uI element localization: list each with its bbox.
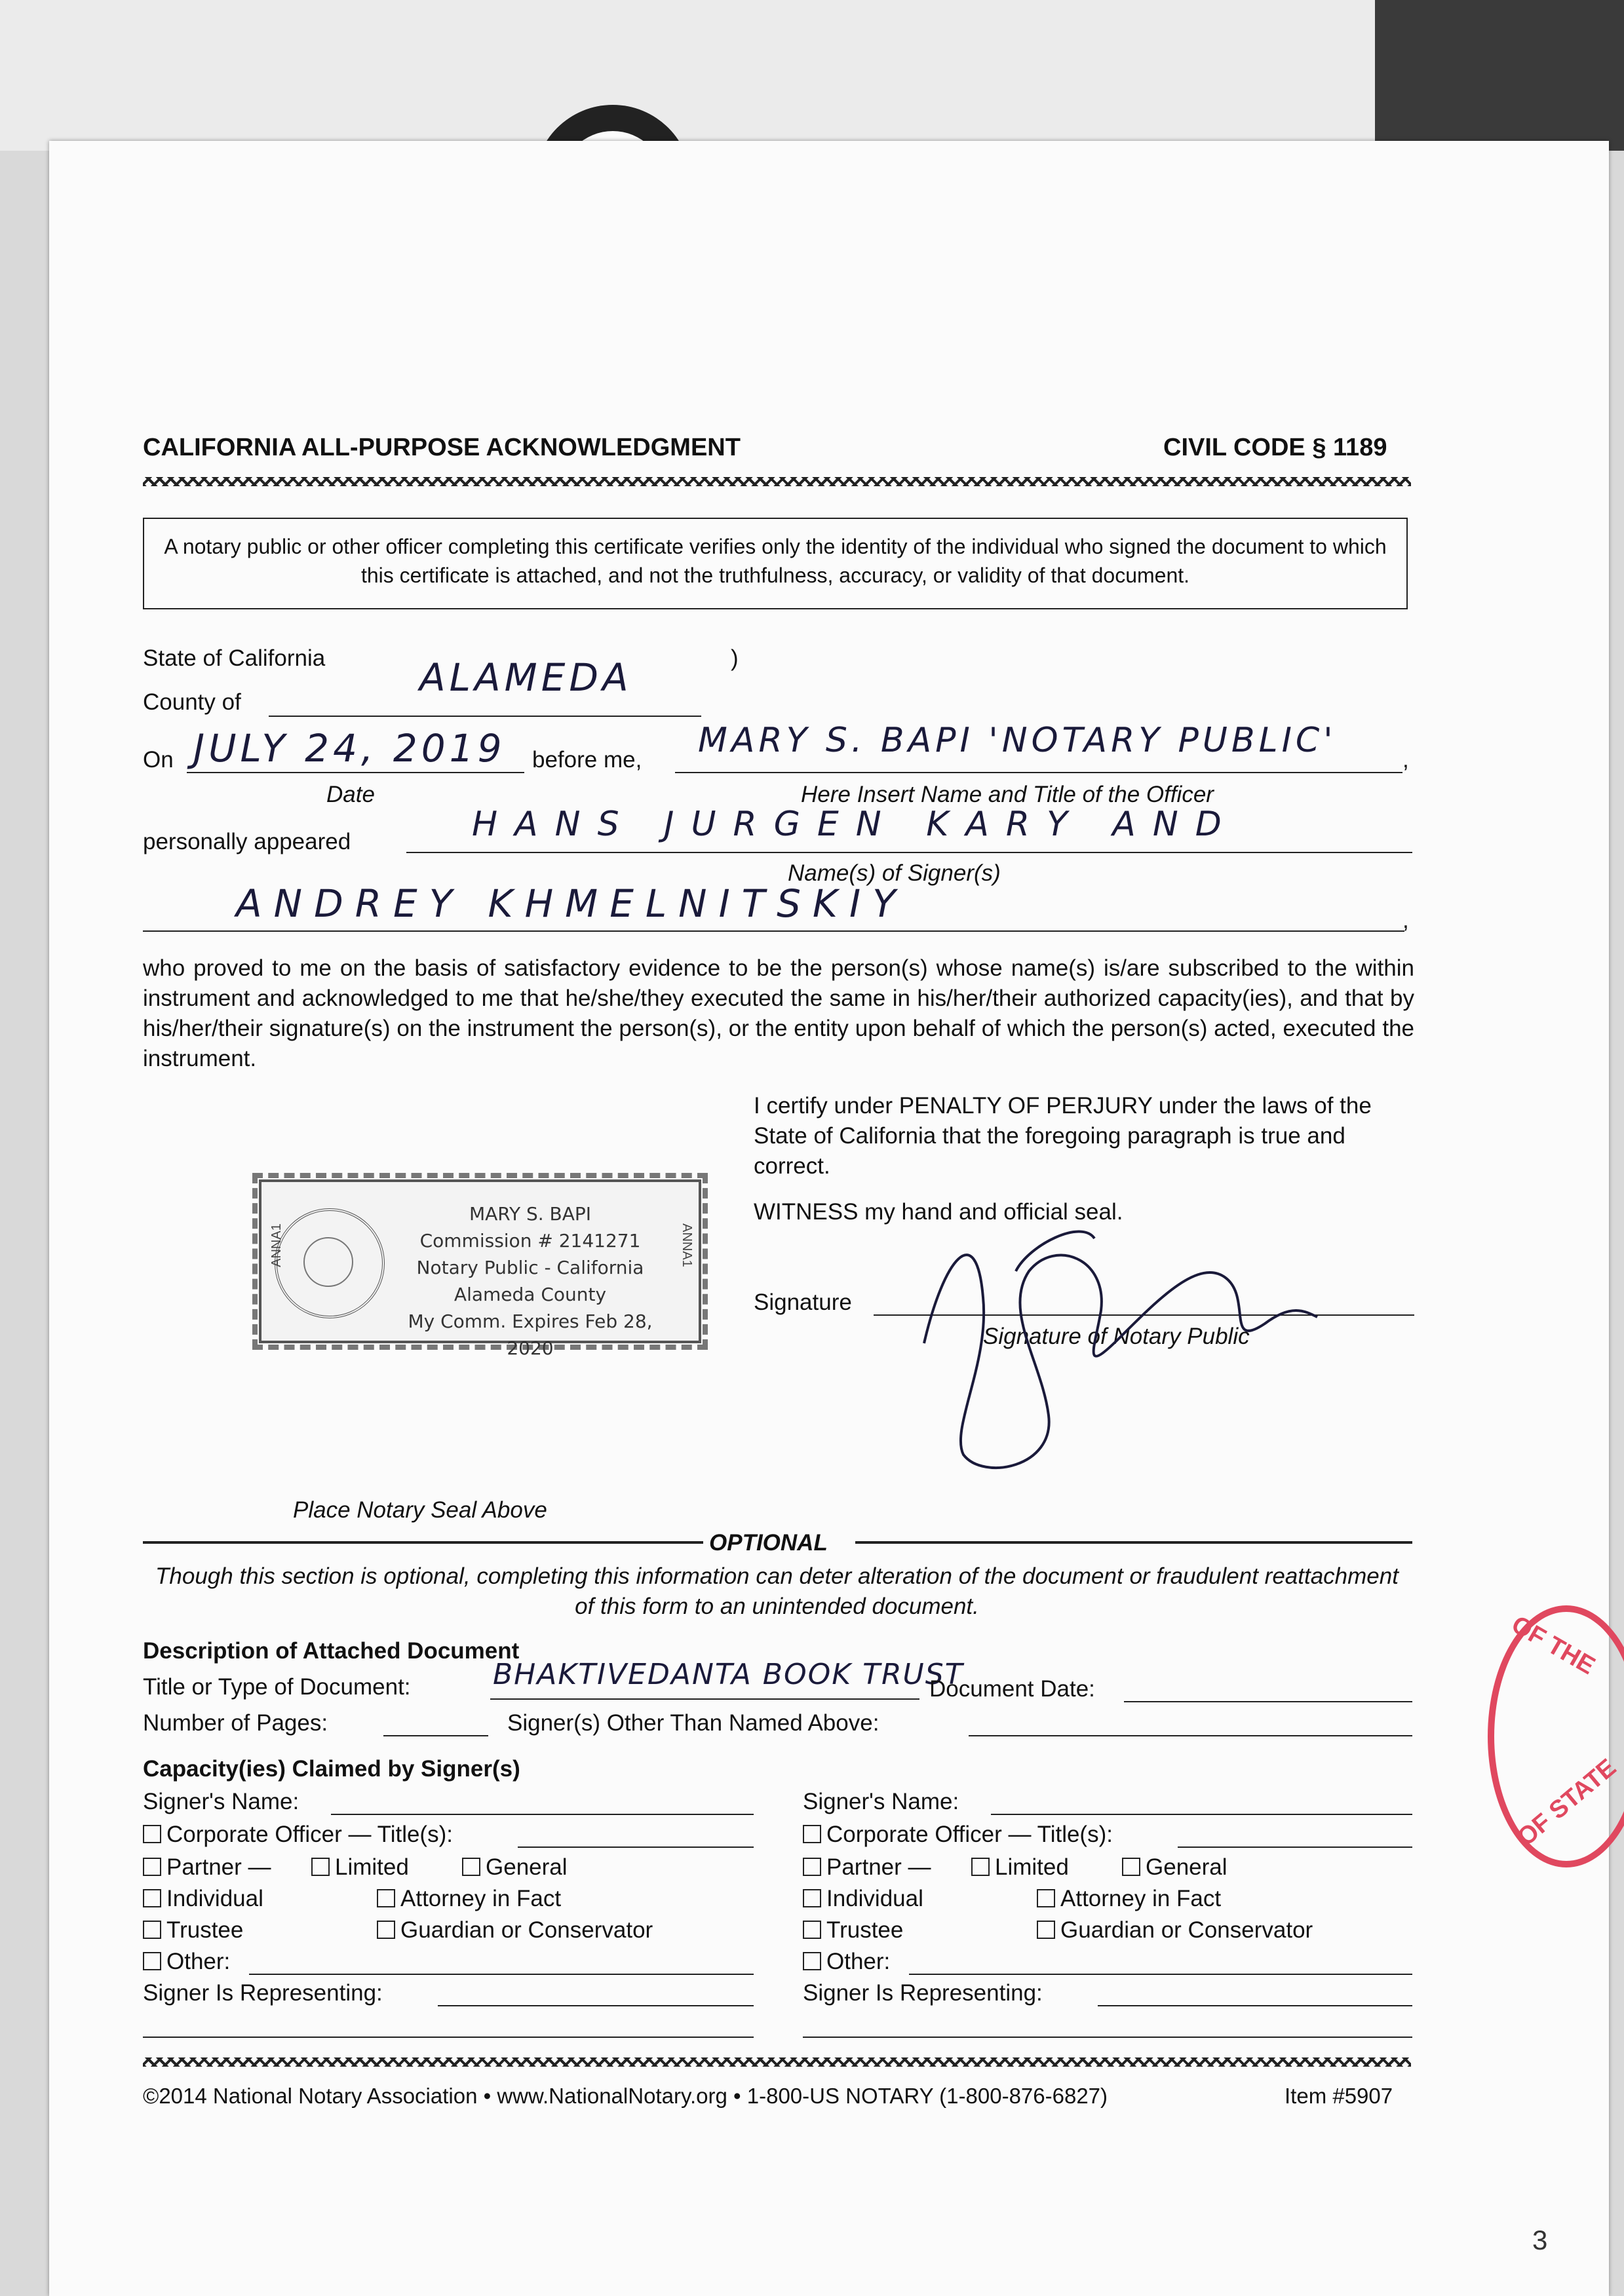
signer2-name-line	[991, 1814, 1412, 1815]
signer2-other-line	[909, 1974, 1412, 1975]
state-label: State of California	[143, 645, 326, 671]
signer1-title-line	[518, 1846, 754, 1848]
officer-comma: ,	[1402, 747, 1409, 773]
date-value: JULY 24, 2019	[193, 726, 506, 771]
signers-value-1: HANS JURGEN KARY AND	[472, 805, 1239, 844]
signer2-corporate-label: Corporate Officer — Title(s):	[826, 1822, 1113, 1847]
notary-stamp	[259, 1179, 701, 1359]
signer1-attorney-label: Attorney in Fact	[400, 1886, 562, 1911]
title-line	[490, 1698, 919, 1700]
officer-value: MARY S. BAPI 'NOTARY PUBLIC'	[698, 721, 1337, 760]
signer1-representing-line	[438, 2005, 754, 2006]
signer1-general-label: General	[486, 1854, 568, 1880]
divider-bottom	[143, 2057, 1411, 2067]
background-dark-corner	[1375, 0, 1624, 151]
signer2-attorney-label: Attorney in Fact	[1060, 1886, 1222, 1911]
page-number: 3	[1532, 2225, 1548, 2255]
signer1-attorney-checkbox[interactable]	[377, 1889, 395, 1907]
signer2-partner-checkbox[interactable]	[803, 1858, 821, 1876]
signer2-name-label: Signer's Name:	[803, 1789, 959, 1814]
form-title: CALIFORNIA ALL-PURPOSE ACKNOWLEDGMENT	[143, 434, 741, 461]
signer2-general-label: General	[1146, 1854, 1228, 1880]
signer1-partner-checkbox[interactable]	[143, 1858, 161, 1876]
signer1-corporate-label: Corporate Officer — Title(s):	[166, 1822, 453, 1847]
county-value: ALAMEDA	[419, 655, 632, 700]
signer1-corporate-checkbox[interactable]	[143, 1825, 161, 1843]
signature-label: Signature	[754, 1290, 852, 1315]
signer1-extra-line	[143, 2037, 754, 2038]
signer1-other-line	[249, 1974, 754, 1975]
civil-code: CIVIL CODE § 1189	[1163, 434, 1387, 461]
signers-value-2: ANDREY KHMELNITSKIY	[236, 881, 908, 926]
signer2-other-label: Other:	[826, 1949, 891, 1974]
signer2-trustee-label: Trustee	[826, 1917, 904, 1943]
signer1-individual-checkbox[interactable]	[143, 1889, 161, 1907]
optional-note: Though this section is optional, completing this information can deter alteration of the document or fraudulent reattachment of this form to an unintended document.	[155, 1563, 1399, 1619]
county-line	[269, 716, 701, 717]
document-date-label: Document Date:	[929, 1676, 1095, 1702]
signers-line-1	[406, 852, 1412, 853]
signer1-trustee-checkbox[interactable]	[143, 1921, 161, 1939]
stamp-title: Notary Public - California	[416, 1257, 644, 1278]
stamp-expires: My Comm. Expires Feb 28, 2020	[408, 1311, 653, 1359]
signer2-limited-label: Limited	[995, 1854, 1069, 1880]
signer2-other-checkbox[interactable]	[803, 1952, 821, 1970]
description-heading: Description of Attached Document	[143, 1638, 520, 1664]
notary-signature	[885, 1179, 1344, 1481]
signer2-limited-checkbox[interactable]	[971, 1858, 990, 1876]
venue-paren: )	[731, 645, 739, 671]
title-value: BHAKTIVEDANTA BOOK TRUST	[493, 1658, 964, 1691]
signer1-limited-label: Limited	[335, 1854, 409, 1880]
personally-appeared-label: personally appeared	[143, 829, 351, 854]
stamp-side-text-right: ANNA1	[679, 1223, 694, 1267]
stamp-name: MARY S. BAPI	[469, 1203, 592, 1225]
signer1-guardian-checkbox[interactable]	[377, 1921, 395, 1939]
signer2-guardian-checkbox[interactable]	[1037, 1921, 1055, 1939]
capacities-heading: Capacity(ies) Claimed by Signer(s)	[143, 1756, 520, 1782]
witness-statement: WITNESS my hand and official seal.	[754, 1199, 1123, 1225]
optional-heading: OPTIONAL	[709, 1530, 828, 1556]
signer2-partner-label: Partner —	[826, 1854, 931, 1880]
signer1-individual-label: Individual	[166, 1886, 263, 1911]
red-seal-top-text: OF THE	[1507, 1611, 1600, 1681]
stamp-county: Alameda County	[454, 1284, 607, 1305]
divider-top	[143, 477, 1411, 486]
acknowledgment-paragraph: who proved to me on the basis of satisfactory evidence to be the person(s) whose name(s) is/are subscribed to the within instrument and acknowledged to me that he/she/they executed the same in his/her/their authorized capacity(ies), and that by his/her/their signature(s) on the instrument the person(s), or the entity upon behalf of which the person(s) acted, executed the instrument.	[143, 955, 1414, 1071]
signer1-name-label: Signer's Name:	[143, 1789, 300, 1814]
signer2-individual-checkbox[interactable]	[803, 1889, 821, 1907]
signer2-representing-line	[1098, 2005, 1412, 2006]
pages-label: Number of Pages:	[143, 1710, 328, 1736]
signer1-name-line	[331, 1814, 754, 1815]
seal-caption: Place Notary Seal Above	[293, 1497, 547, 1523]
footer-item: Item #5907	[1285, 2084, 1393, 2108]
before-me-label: before me,	[532, 747, 642, 773]
other-signers-line	[969, 1735, 1412, 1736]
document-date-line	[1124, 1701, 1412, 1702]
signer1-other-label: Other:	[166, 1949, 231, 1974]
signer1-other-checkbox[interactable]	[143, 1952, 161, 1970]
signer2-guardian-label: Guardian or Conservator	[1060, 1917, 1313, 1943]
date-line	[187, 772, 524, 773]
signature-caption: Signature of Notary Public	[983, 1324, 1250, 1349]
signer2-individual-label: Individual	[826, 1886, 923, 1911]
signers-caption: Name(s) of Signer(s)	[788, 860, 1001, 886]
officer-caption: Here Insert Name and Title of the Officer	[801, 782, 1214, 807]
officer-line	[675, 772, 1402, 773]
date-caption: Date	[326, 782, 375, 807]
title-label: Title or Type of Document:	[143, 1674, 411, 1700]
stamp-side-text-left: ANNA1	[269, 1223, 284, 1267]
signer1-general-checkbox[interactable]	[462, 1858, 480, 1876]
red-seal-bottom-text: OF STATE	[1512, 1753, 1622, 1852]
footer-copyright: ©2014 National Notary Association • www.NationalNotary.org • 1-800-US NOTARY (1-800-876-6827)	[143, 2084, 1108, 2108]
pages-line	[383, 1735, 488, 1736]
signer2-extra-line	[803, 2037, 1412, 2038]
signer1-partner-label: Partner —	[166, 1854, 271, 1880]
signer1-limited-checkbox[interactable]	[311, 1858, 330, 1876]
signer2-attorney-checkbox[interactable]	[1037, 1889, 1055, 1907]
signer1-guardian-label: Guardian or Conservator	[400, 1917, 653, 1943]
signer2-representing-label: Signer Is Representing:	[803, 1980, 1043, 2006]
optional-rule-right	[855, 1541, 1412, 1544]
signer1-trustee-label: Trustee	[166, 1917, 244, 1943]
optional-rule-left	[143, 1541, 703, 1544]
perjury-statement: I certify under PENALTY OF PERJURY under the laws of the State of California that the foregoing paragraph is true and correct.	[754, 1093, 1372, 1179]
signer1-representing-label: Signer Is Representing:	[143, 1980, 383, 2006]
california-seal-icon	[275, 1208, 385, 1318]
signer2-trustee-checkbox[interactable]	[803, 1921, 821, 1939]
signer2-title-line	[1178, 1846, 1412, 1848]
other-signers-label: Signer(s) Other Than Named Above:	[507, 1710, 880, 1736]
signer2-general-checkbox[interactable]	[1122, 1858, 1140, 1876]
county-label: County of	[143, 689, 241, 715]
stamp-commission: Commission # 2141271	[419, 1230, 641, 1252]
signers-comma: ,	[1402, 908, 1409, 933]
notice-box: A notary public or other officer completing this certificate verifies only the identity of the individual who signed the document to which this certificate is attached, and not the truthfulness, accuracy, or validity of that document.	[143, 518, 1408, 609]
on-label: On	[143, 747, 174, 773]
signer2-corporate-checkbox[interactable]	[803, 1825, 821, 1843]
signers-line-2	[143, 930, 1404, 932]
